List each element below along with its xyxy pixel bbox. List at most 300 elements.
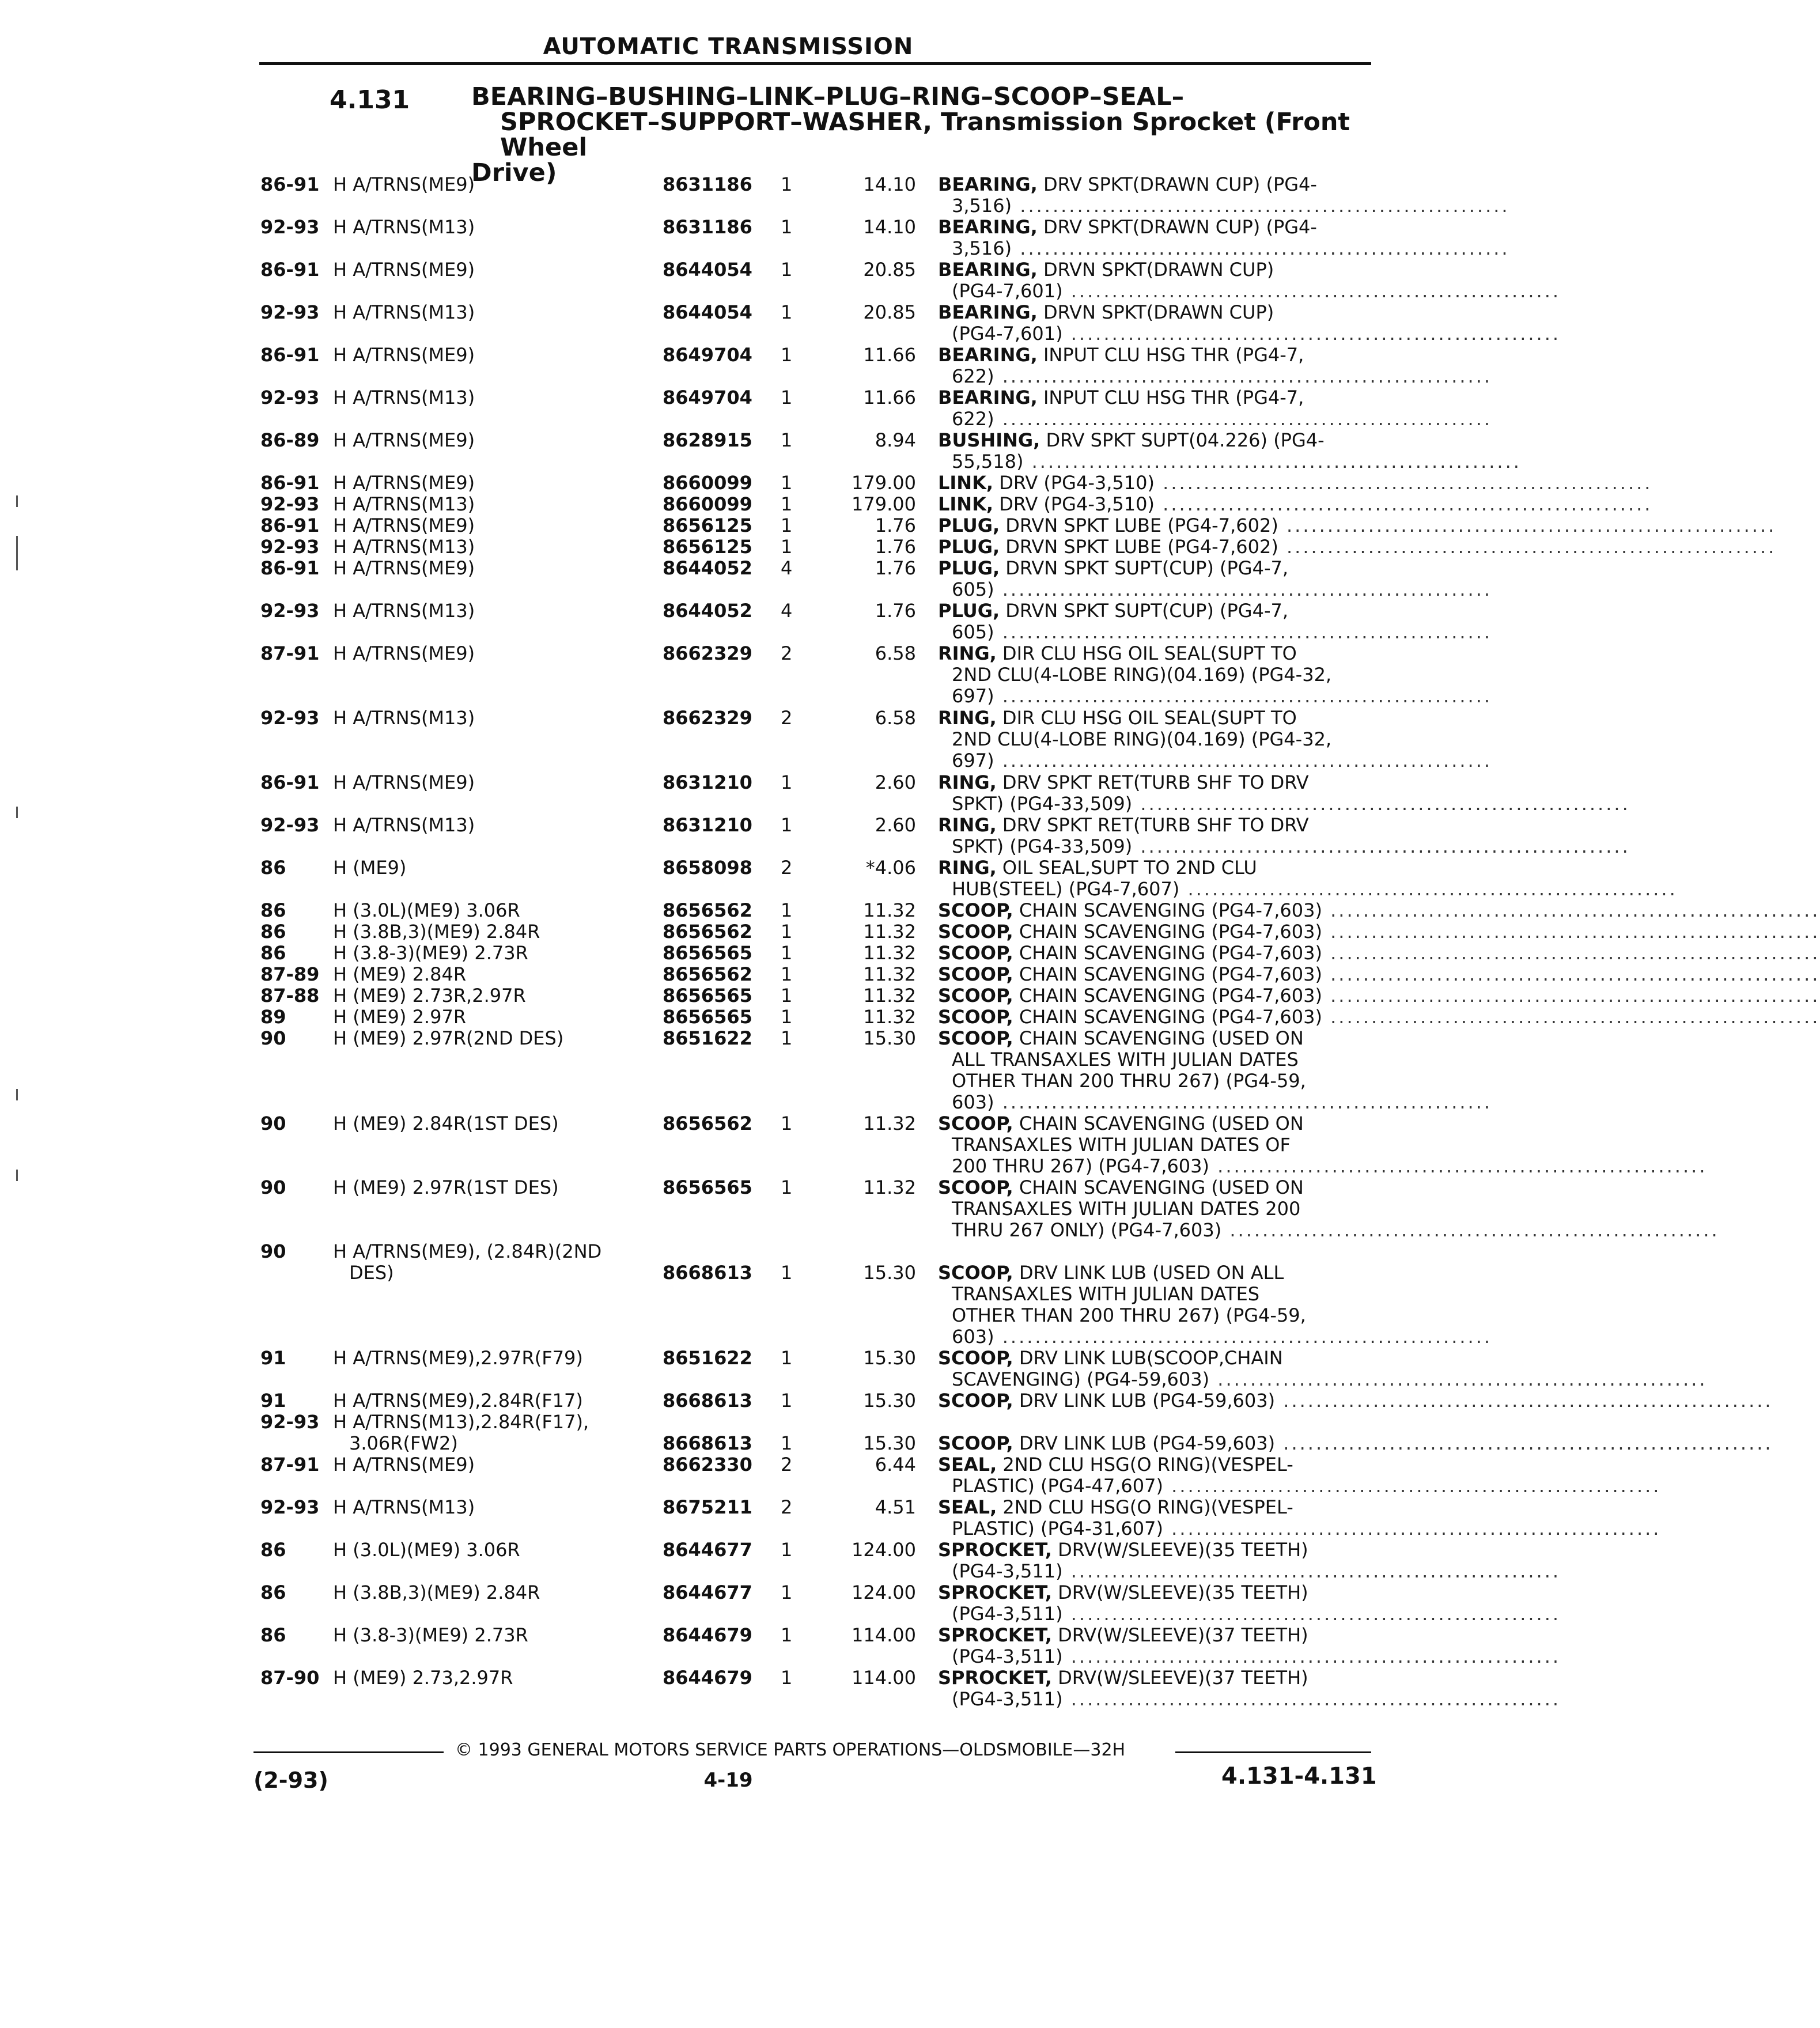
price: 11.32 [863,1113,916,1134]
price: 14.10 [863,216,916,238]
price: 11.66 [863,344,916,366]
description-text: DRV(W/SLEEVE)(37 TEETH) [1051,1667,1308,1689]
part-keyword: SCOOP, [938,1113,1013,1134]
application [333,345,644,366]
description-text: (PG4-3,511) [952,1688,1063,1710]
part-keyword: BUSHING, [938,429,1040,451]
part-number: 8644679 [663,1667,752,1689]
application [333,964,644,985]
application [333,387,644,408]
description-line [938,857,1359,879]
description-text: DRVN SPKT(DRAWN CUP) [1037,301,1274,323]
part-number: 8628915 [663,429,752,451]
part-keyword: SEAL, [938,1496,997,1518]
description-text: 3,516) [952,195,1012,217]
application-text: H A/TRNS(ME9) [333,429,475,451]
description-line [938,772,1359,793]
description-line [938,1454,1359,1475]
quantity: 1 [781,1667,793,1689]
application [333,302,644,323]
price: 1.76 [875,600,916,622]
part-keyword: SPROCKET, [938,1581,1052,1603]
model-year: 92-93 [260,814,320,836]
leader-dots: ............................................................ [1062,1688,1561,1710]
part-number: 8675211 [663,1496,752,1518]
application-text-cont: DES) [349,1262,394,1284]
part-keyword: PLUG, [938,600,1000,622]
description-line [938,280,1561,302]
description-text: TRANSAXLES WITH JULIAN DATES 200 [952,1198,1301,1220]
description [938,921,1820,943]
application-text: H A/TRNS(ME9) [333,642,475,664]
part-number: 8656125 [663,514,752,536]
description-text: TRANSAXLES WITH JULIAN DATES [952,1283,1260,1305]
description-text: OTHER THAN 200 THRU 267) (PG4-59, [952,1304,1306,1326]
application [333,1028,644,1049]
application [333,494,644,515]
application [333,1497,644,1518]
quantity: 1 [781,472,793,494]
description [938,1667,1561,1710]
description-line [938,578,1493,600]
quantity: 1 [781,942,793,964]
part-keyword: BEARING, [938,301,1038,323]
description-text: 697) [952,685,994,707]
description-line [938,472,1653,494]
description-line [938,302,1359,323]
quantity: 1 [781,259,793,281]
model-year: 86 [260,857,286,879]
application-text: H (ME9) 2.84R [333,963,467,985]
price: 15.30 [863,1432,916,1454]
application-text: H A/TRNS(ME9), (2.84R)(2ND [333,1240,602,1262]
leader-dots: ............................................................ [1062,280,1561,302]
description-line [938,664,1359,686]
description-text: DIR CLU HSG OIL SEAL(SUPT TO [996,642,1297,664]
description-line [938,323,1561,345]
part-keyword: BEARING, [938,259,1038,281]
description-text: 697) [952,750,994,771]
description-text: PLASTIC) (PG4-31,607) [952,1518,1163,1539]
description [938,344,1493,387]
application-text: H A/TRNS(ME9) [333,557,475,579]
description-line [938,1368,1708,1390]
model-year: 86-91 [260,259,320,281]
description [938,387,1493,430]
description [938,1581,1561,1625]
application-text: H A/TRNS(M13) [333,493,475,515]
description-text: (PG4-7,601) [952,323,1063,345]
leader-dots: ............................................................ [1275,1432,1773,1454]
description-line [938,1560,1561,1582]
application-text: H (3.0L)(ME9) 3.06R [333,899,520,921]
part-keyword: BEARING, [938,387,1038,408]
application-text: H (3.8-3)(ME9) 2.73R [333,1624,528,1646]
quantity: 1 [781,1539,793,1561]
part-keyword: BEARING, [938,344,1038,366]
part-keyword: SPROCKET, [938,1624,1052,1646]
part-keyword: LINK, [938,472,994,494]
description-text: CHAIN SCAVENGING (PG4-7,603) [1013,985,1322,1007]
description-line [938,259,1359,281]
part-keyword: SCOOP, [938,942,1013,964]
description [938,1432,1773,1454]
price: 8.94 [875,429,916,451]
description-line [938,1475,1662,1497]
model-year: 86-91 [260,557,320,579]
part-number: 8656565 [663,1176,752,1198]
leader-dots: ............................................................ [994,685,1493,707]
leader-dots: ............................................................ [1012,195,1510,217]
price: 1.76 [875,557,916,579]
quantity: 1 [781,1347,793,1369]
description-text: CHAIN SCAVENGING (PG4-7,603) [1013,899,1322,921]
description-line [938,1198,1359,1220]
description-text: THRU 267 ONLY) (PG4-7,603) [952,1219,1222,1241]
description-text: SCAVENGING) (PG4-59,603) [952,1368,1210,1390]
section-title-line2: SPROCKET–SUPPORT–WASHER, Transmission Sprocket (Front Wheel [500,108,1350,162]
leader-dots: ............................................................ [994,365,1493,387]
description [938,536,1777,558]
price: 1.76 [875,536,916,558]
quantity: 1 [781,1027,793,1049]
description-text: 605) [952,578,994,600]
application [333,600,644,622]
model-year: 92-93 [260,536,320,558]
quantity: 1 [781,536,793,558]
price: 124.00 [852,1581,916,1603]
description-line [938,685,1493,707]
description [938,259,1561,302]
description-text: 603) [952,1091,994,1113]
description-line [938,1625,1359,1646]
footer-date: (2-93) [253,1768,328,1793]
application-text: H (ME9) [333,857,407,879]
model-year: 92-93 [260,301,320,323]
description-text: DRVN SPKT SUPT(CUP) (PG4-7, [1000,600,1289,622]
description-text: SPKT) (PG4-33,509) [952,793,1133,815]
part-number: 8658098 [663,857,752,879]
quantity: 1 [781,173,793,195]
application [333,472,644,494]
leader-dots: ............................................................ [1322,942,1820,964]
part-keyword: SCOOP, [938,1262,1013,1284]
description-text: 2ND CLU HSG(O RING)(VESPEL- [997,1454,1293,1475]
description-line [938,1049,1359,1070]
leader-dots: ............................................................ [1209,1155,1708,1177]
description-text: DRV LINK LUB (USED ON ALL [1013,1262,1284,1284]
page-header-title: AUTOMATIC TRANSMISSION [543,33,914,60]
application-text: H A/TRNS(M13) [333,216,475,238]
description-text: CHAIN SCAVENGING (PG4-7,603) [1013,942,1322,964]
description-text: 622) [952,365,994,387]
footer-rule-right [1175,1751,1371,1753]
description-line [938,963,1820,985]
part-keyword: SEAL, [938,1454,997,1475]
description-line [938,1390,1773,1412]
part-keyword: RING, [938,642,997,664]
part-keyword: PLUG, [938,536,1000,558]
description-text: DRV SPKT RET(TURB SHF TO DRV [996,771,1309,793]
description [938,1496,1662,1539]
margin-mark [16,1170,18,1181]
part-keyword: RING, [938,857,997,879]
description-line [938,621,1493,643]
section-title-line1: BEARING–BUSHING–LINK–PLUG–RING–SCOOP–SEAL– [471,82,1185,111]
description [938,1454,1662,1497]
price: 11.66 [863,387,916,408]
description-text: 603) [952,1326,994,1348]
application-text: H A/TRNS(M13) [333,814,475,836]
description-text: 622) [952,408,994,430]
part-keyword: SCOOP, [938,1432,1013,1454]
application [333,217,644,238]
description [938,301,1561,345]
part-number: 8631186 [663,173,752,195]
quantity: 1 [781,1176,793,1198]
description-text: (PG4-3,511) [952,1603,1063,1625]
description-line [938,217,1359,238]
description-line [938,815,1359,836]
quantity: 1 [781,344,793,366]
description-text: (PG4-3,511) [952,1560,1063,1582]
footer-page-number: 4-19 [703,1769,753,1792]
application [333,1113,644,1134]
model-year: 89 [260,1006,286,1028]
description [938,1176,1720,1241]
description-text: 2ND CLU HSG(O RING)(VESPEL- [997,1496,1293,1518]
description-line [938,345,1359,366]
price: 11.32 [863,921,916,943]
description-text: CHAIN SCAVENGING (PG4-7,603) [1013,1006,1322,1028]
application-text: H A/TRNS(ME9),2.97R(F79) [333,1347,583,1369]
description [938,1006,1820,1028]
part-number: 8656562 [663,921,752,943]
description-line [938,921,1820,943]
part-keyword: SCOOP, [938,1006,1013,1028]
leader-dots: ............................................................ [994,578,1493,600]
header-rule [259,62,1371,65]
application-text: H A/TRNS(ME9) [333,771,475,793]
description [938,173,1510,217]
price: 179.00 [852,472,916,494]
application [333,1390,644,1412]
application [333,643,644,664]
description-text: 605) [952,621,994,643]
model-year: 86 [260,921,286,943]
description [938,216,1510,259]
quantity: 1 [781,1113,793,1134]
description-text: DRVN SPKT SUPT(CUP) (PG4-7, [1000,557,1289,579]
part-keyword: SPROCKET, [938,1667,1052,1689]
leader-dots: ............................................................ [1322,899,1820,921]
application-text: H A/TRNS(ME9) [333,344,475,366]
description [938,1390,1773,1412]
leader-dots: ............................................................ [994,1091,1493,1113]
description-text: OIL SEAL,SUPT TO 2ND CLU [996,857,1257,879]
part-number: 8662329 [663,642,752,664]
description-line [938,1070,1359,1092]
quantity: 2 [781,1496,793,1518]
description [938,514,1777,536]
price: 124.00 [852,1539,916,1561]
description-line [938,707,1359,729]
part-number: 8662330 [663,1454,752,1475]
price: 6.58 [875,642,916,664]
description-text: DRV LINK LUB (PG4-59,603) [1013,1432,1276,1454]
price: 15.30 [863,1262,916,1284]
part-number: 8656565 [663,1006,752,1028]
application-text: H A/TRNS(M13) [333,387,475,408]
quantity: 1 [781,216,793,238]
description-text: DRV LINK LUB(SCOOP,CHAIN [1013,1347,1283,1369]
description-line [938,942,1820,964]
price: *4.06 [865,857,916,879]
part-keyword: SCOOP, [938,1176,1013,1198]
part-keyword: RING, [938,707,997,729]
description [938,1624,1561,1667]
description-line [938,1518,1662,1539]
quantity: 1 [781,814,793,836]
model-year: 92-93 [260,216,320,238]
leader-dots: ............................................................ [994,750,1493,771]
part-keyword: SCOOP, [938,1390,1013,1412]
description [938,963,1820,985]
quantity: 1 [781,493,793,515]
part-keyword: PLUG, [938,557,1000,579]
description [938,942,1820,964]
section-number: 4.131 [330,85,410,115]
part-number: 8660099 [663,472,752,494]
description-text: 200 THRU 267) (PG4-7,603) [952,1155,1209,1177]
description-line [938,985,1820,1007]
price: 11.32 [863,963,916,985]
price: 114.00 [852,1624,916,1646]
quantity: 1 [781,985,793,1007]
description-text: DRV(W/SLEEVE)(37 TEETH) [1051,1624,1308,1646]
model-year: 90 [260,1113,286,1134]
application-text: H (ME9) 2.97R(2ND DES) [333,1027,564,1049]
model-year: 87-90 [260,1667,320,1689]
description-line [938,643,1359,664]
description-text: DRV(W/SLEEVE)(35 TEETH) [1051,1539,1308,1561]
application-text: H A/TRNS(ME9) [333,514,475,536]
description-line [938,195,1510,217]
part-number: 8668613 [663,1432,752,1454]
section-title-line3: Drive) [471,158,557,187]
part-number: 8651622 [663,1347,752,1369]
application [333,174,644,195]
description-line [938,237,1510,259]
part-number: 8644052 [663,600,752,622]
description-line [938,600,1359,622]
part-number: 8656565 [663,942,752,964]
application-text: H (3.8B,3)(ME9) 2.84R [333,921,540,943]
quantity: 1 [781,1624,793,1646]
description-line [938,1134,1359,1156]
quantity: 1 [781,301,793,323]
part-keyword: SCOOP, [938,921,1013,943]
part-number: 8656125 [663,536,752,558]
application [333,1667,644,1689]
application [333,921,644,943]
part-number: 8631210 [663,771,752,793]
leader-dots: ............................................................ [1062,1603,1561,1625]
description-line [938,1219,1720,1241]
model-year: 86-91 [260,771,320,793]
price: 14.10 [863,173,916,195]
leader-dots: ............................................................ [1163,1475,1662,1497]
application-text: H A/TRNS(ME9) [333,259,475,281]
application [333,1454,644,1475]
description-line [938,387,1359,408]
application-text: H A/TRNS(ME9) [333,1454,475,1475]
description [938,429,1522,472]
description-line [938,1006,1820,1028]
description-text: DRV SPKT(DRAWN CUP) (PG4- [1037,216,1317,238]
description-text: SPKT) (PG4-33,509) [952,835,1133,857]
price: 114.00 [852,1667,916,1689]
application [333,943,644,964]
model-year: 92-93 [260,707,320,729]
description-text: TRANSAXLES WITH JULIAN DATES OF [952,1134,1291,1156]
application-text: H A/TRNS(M13) [333,707,475,729]
model-year: 86 [260,942,286,964]
model-year: 87-88 [260,985,320,1007]
price: 4.51 [875,1496,916,1518]
price: 15.30 [863,1347,916,1369]
application-text: H A/TRNS(M13) [333,600,475,622]
description-line [938,430,1359,451]
description-line [938,1688,1561,1710]
description-text: HUB(STEEL) (PG4-7,607) [952,878,1180,900]
part-number: 8631186 [663,216,752,238]
description-line [938,365,1493,387]
leader-dots: ............................................................ [1132,835,1630,857]
model-year: 91 [260,1390,286,1412]
description-text: (PG4-3,511) [952,1645,1063,1667]
description-text: DRVN SPKT LUBE (PG4-7,602) [1000,514,1278,536]
description [938,899,1820,921]
description-line [938,451,1522,472]
application-text: H (3.0L)(ME9) 3.06R [333,1539,520,1561]
quantity: 1 [781,1432,793,1454]
description [938,1347,1708,1390]
price: 179.00 [852,493,916,515]
price: 2.60 [875,814,916,836]
description-line [938,1091,1493,1113]
part-keyword: PLUG, [938,514,1000,536]
description-text: DRVN SPKT LUBE (PG4-7,602) [1000,536,1278,558]
model-year: 92-93 [260,387,320,408]
part-keyword: BEARING, [938,216,1038,238]
description [938,707,1493,771]
part-keyword: BEARING, [938,173,1038,195]
part-keyword: SPROCKET, [938,1539,1052,1561]
application [333,1348,644,1369]
leader-dots: ............................................................ [1062,1560,1561,1582]
quantity: 1 [781,1262,793,1284]
description [938,771,1630,815]
price: 11.32 [863,1176,916,1198]
leader-dots: ............................................................ [1163,1518,1662,1539]
description-line [938,1539,1359,1561]
description [938,557,1493,600]
quantity: 1 [781,429,793,451]
description [938,493,1653,515]
description-line [938,1177,1359,1198]
part-number: 8644677 [663,1539,752,1561]
